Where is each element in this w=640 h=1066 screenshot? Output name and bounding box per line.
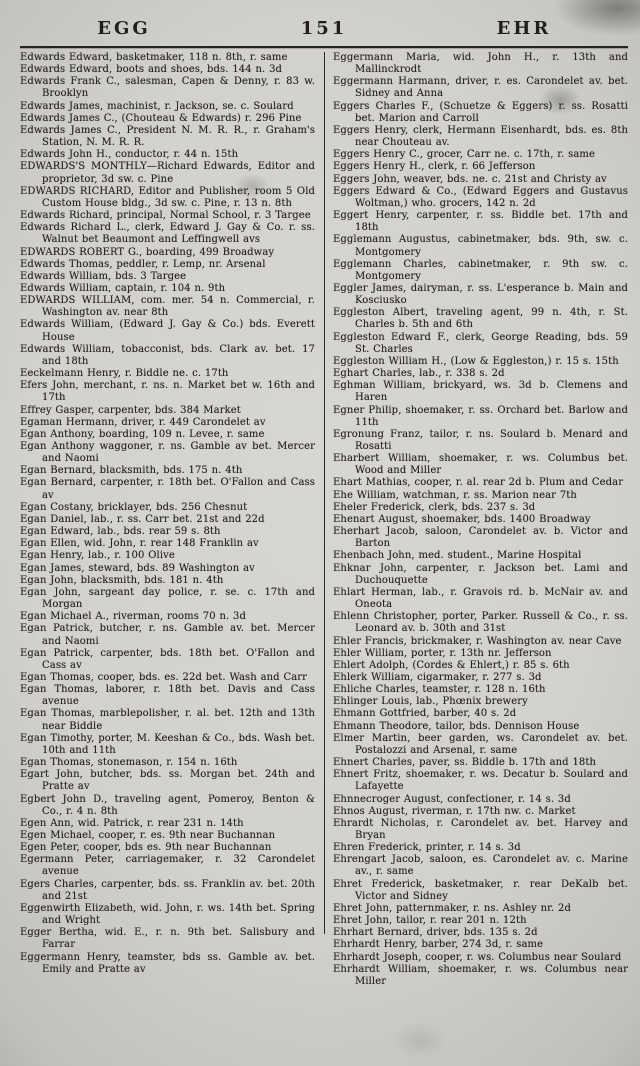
directory-entry: Ehenbach John, med. student., Marine Hospital — [333, 550, 582, 562]
left-column — [20, 52, 324, 988]
directory-entry: Ehlerk William, cigarmaker, r. 277 s. 3d — [333, 671, 542, 683]
directory-entry: Egan Anthony waggoner, r. ns. Gamble av bet. Mercer and Naomi — [20, 441, 315, 465]
directory-entry: Eherhart Jacob, saloon, Carondelet av. b. Victor and Barton — [333, 526, 628, 550]
directory-entry: Effrey Gasper, carpenter, bds. 384 Market — [20, 404, 241, 416]
directory-entry: Edwards Richard, principal, Normal School, r. 3 Targee — [20, 210, 311, 222]
directory-entry: Edwards James C., (Chouteau & Edwards) r. 296 Pine — [20, 112, 302, 124]
directory-entry: Egan Bernard, blacksmith, bds. 175 n. 4th — [20, 465, 243, 477]
directory-entry: Egan Patrick, carpenter, bds. 18th bet. O'Fallon and Cass av — [20, 647, 315, 671]
directory-entry: Eggers Henry H., clerk, r. 66 Jefferson — [333, 161, 536, 173]
header-right-guide-word: EHR — [496, 18, 552, 39]
directory-entry: Egan John, sargeant day police, r. se. c. 17th and Morgan — [20, 586, 315, 611]
directory-entry: Eghart Charles, lab., r. 338 s. 2d — [333, 368, 505, 380]
directory-entry: Eggler James, dairyman, r. ss. L'esperance b. Main and Kosciusko — [333, 282, 628, 307]
directory-entry: Ehmann Gottfried, barber, 40 s. 2d — [333, 708, 517, 720]
directory-entry: Egglemann Augustus, cabinetmaker, bds. 9th, sw. c. Montgomery — [333, 234, 628, 258]
header-left-guide-word: EGG — [97, 18, 151, 39]
directory-entry: Elmer Martin, beer garden, ws. Carondelet av. bet. Postalozzi and Arsenal, r. same — [333, 732, 628, 756]
directory-entry: Egen Ann, wid. Patrick, r. rear 231 n. 14th — [20, 817, 244, 829]
directory-entry: Eggleston William H., (Low & Eggleston,) r. 15 s. 15th — [333, 355, 619, 367]
directory-entry: Egan James, steward, bds. 89 Washington av — [20, 562, 255, 574]
directory-entry: Ehnos August, riverman, r. 17th nw. c. Market — [333, 805, 576, 817]
directory-entry: Egermann Peter, carriagemaker, r. 32 Carondelet avenue — [20, 854, 315, 878]
directory-entry: Egglemann Charles, cabinetmaker, r. 9th sw. c. Montgomery — [333, 258, 628, 282]
directory-entry: EDWARDS WILLIAM, com. mer. 54 n. Commercial, r. Washington av. near 8th — [20, 295, 315, 319]
directory-entry: Ehrhardt Henry, barber, 274 3d, r. same — [333, 939, 544, 951]
directory-entry: Ehe William, watchman, r. ss. Marion near 7th — [333, 489, 577, 501]
directory-entry: Eghman William, brickyard, ws. 3d b. Clemens and Haren — [333, 380, 628, 404]
directory-entry: Egan Timothy, porter, M. Keeshan & Co., bds. Wash bet. 10th and 11th — [20, 732, 315, 756]
directory-entry: Edwards Frank C., salesman, Capen & Denny, r. 83 w. Brooklyn — [20, 76, 315, 100]
directory-entry: Ehret John, patternmaker, r. ns. Ashley nr. 2d — [333, 902, 571, 914]
directory-entry: Egner Philip, shoemaker, r. ss. Orchard bet. Barlow and 11th — [333, 404, 628, 428]
directory-entry: Eggermann Maria, wid. John H., r. 13th and Mallinckrodt — [333, 52, 628, 76]
directory-entry: Egan Patrick, butcher, r. ns. Gamble av. bet. Mercer and Naomi — [20, 623, 315, 647]
directory-entry: Egan Daniel, lab., r. ss. Carr bet. 21st and 22d — [20, 513, 265, 525]
directory-entry: Edwards Thomas, peddler, r. Lemp, nr. Arsenal — [20, 258, 266, 270]
directory-entry: Edwards William, bds. 3 Targee — [20, 270, 187, 282]
directory-entry: Eggleston Edward F., clerk, George Reading, bds. 59 St. Charles — [333, 331, 628, 355]
directory-entry: Eeckelmann Henry, r. Biddle ne. c. 17th — [20, 368, 229, 380]
directory-entry: EDWARDS'S MONTHLY—Richard Edwards, Editor and proprietor, 3d sw. c. Pine — [20, 161, 315, 185]
directory-entry: EDWARDS ROBERT G., boarding, 499 Broadway — [20, 246, 275, 258]
page-number: 151 — [300, 18, 348, 39]
directory-entry: Edwards William, (Edward J. Gay & Co.) bds. Everett House — [20, 319, 315, 343]
directory-entry: Ehknar John, carpenter, r. Jackson bet. Lami and Duchouquette — [333, 562, 628, 586]
directory-entry: Eheler Frederick, clerk, bds. 237 s. 3d — [333, 501, 536, 513]
directory-entry: Egan Thomas, cooper, bds. es. 22d bet. Wash and Carr — [20, 671, 308, 683]
directory-entry: Eggert Henry, carpenter, r. ss. Biddle bet. 17th and 18th — [333, 210, 628, 234]
directory-entry: Egger Bertha, wid. E., r. n. 9th bet. Salisbury and Farrar — [20, 927, 315, 951]
directory-entry: Efers John, merchant, r. ns. n. Market bet w. 16th and 17th — [20, 380, 315, 404]
directory-entry: Egaman Hermann, driver, r. 449 Carondelet av — [20, 416, 266, 428]
directory-entry: Ehler William, porter, r. 13th nr. Jefferson — [333, 647, 552, 659]
directory-entry: Edwards William, tobacconist, bds. Clark av. bet. 17 and 18th — [20, 343, 315, 367]
directory-entry: Edwards William, captain, r. 104 n. 9th — [20, 282, 226, 294]
directory-entry: Ehnert Charles, paver, ss. Biddle b. 17th and 18th — [333, 757, 597, 769]
directory-entry: Edwards James C., President N. M. R. R., r. Graham's Station, N. M. R. R. — [20, 124, 315, 149]
directory-entry: Eggermann Henry, teamster, bds ss. Gamble av. bet. Emily and Pratte av — [20, 951, 315, 975]
directory-entry: Ehret Frederick, basketmaker, r. rear DeKalb bet. Victor and Sidney — [333, 878, 628, 902]
directory-entry: Edwards John H., conductor, r. 44 n. 15th — [20, 149, 239, 161]
directory-entry: Ehlart Herman, lab., r. Gravois rd. b. McNair av. and Oneota — [333, 586, 628, 611]
directory-entry: Egan Thomas, laborer, r. 18th bet. Davis and Cass avenue — [20, 684, 315, 708]
directory-entry: Ehrardt Nicholas, r. Carondelet av. bet. Harvey and Bryan — [333, 817, 628, 841]
directory-entry: Ehliche Charles, teamster, r. 128 n. 16th — [333, 684, 546, 696]
directory-entry: Eggers Henry, clerk, Hermann Eisenhardt, bds. es. 8th near Chouteau av. — [333, 124, 628, 149]
running-head — [24, 18, 624, 39]
directory-entry: Ehlert Adolph, (Cordes & Ehlert,) r. 85 s. 6th — [333, 659, 570, 671]
directory-entry: Ehenart August, shoemaker, bds. 1400 Broadway — [333, 513, 591, 525]
directory-entry: Eggers Henry C., grocer, Carr ne. c. 17th, r. same — [333, 149, 595, 161]
directory-entry: Egers Charles, carpenter, bds. ss. Franklin av. bet. 20th and 21st — [20, 878, 315, 902]
directory-entry: Edwards James, machinist, r. Jackson, se. c. Soulard — [20, 100, 294, 112]
directory-entry: Ehler Francis, brickmaker, r. Washington av. near Cave — [333, 635, 622, 647]
directory-entry: Ehrengart Jacob, saloon, es. Carondelet av. c. Marine av., r. same — [333, 854, 628, 878]
directory-entry: Ehart Mathias, cooper, r. al. rear 2d b. Plum and Cedar — [333, 477, 624, 489]
directory-entry: Egan Michael A., riverman, rooms 70 n. 3d — [20, 611, 247, 623]
directory-entry: Ehnert Fritz, shoemaker, r. ws. Decatur b. Soulard and Lafayette — [333, 769, 628, 793]
directory-entry: Eggers Edward & Co., (Edward Eggers and Gustavus Woltman,) who. grocers, 142 n. 2d — [333, 185, 628, 209]
directory-entry: Ehren Frederick, printer, r. 14 s. 3d — [333, 842, 521, 854]
directory-entry: Egronung Franz, tailor, r. ns. Soulard b. Menard and Rosatti — [333, 428, 628, 452]
directory-entry: Ehrhardt Joseph, cooper, r. ws. Columbus near Soulard — [333, 951, 622, 963]
directory-entry: Egan Thomas, marblepolisher, r. al. bet. 12th and 13th near Biddle — [20, 708, 315, 732]
directory-entry: Ehmann Theodore, tailor, bds. Dennison House — [333, 720, 580, 732]
right-column — [324, 52, 628, 988]
directory-entry: Ehrhardt William, shoemaker, r. ws. Columbus near Miller — [333, 963, 628, 987]
directory-entry: Egart John, butcher, bds. ss. Morgan bet. 24th and Pratte av — [20, 769, 315, 793]
directory-entry: Egen Michael, cooper, r. es. 9th near Buchannan — [20, 830, 276, 841]
directory-entry: Edwards Edward, basketmaker, 118 n. 8th, r. same — [20, 52, 288, 63]
directory-entry: Egan Costany, bricklayer, bds. 256 Chesnut — [20, 501, 248, 513]
directory-entry: Eggermann Harmann, driver, r. es. Carondelet av. bet. Sidney and Anna — [333, 76, 628, 100]
directory-entry: Egan John, blacksmith, bds. 181 n. 4th — [20, 574, 224, 586]
directory-entry: Edwards Richard L., clerk, Edward J. Gay & Co. r. ss. Walnut bet Beaumont and Leffingwell avs — [20, 222, 315, 246]
directory-entry: EDWARDS RICHARD, Editor and Publisher, room 5 Old Custom House bldg., 3d sw. c. Pine, r. 13 n. 8th — [20, 185, 315, 209]
directory-entry: Egan Anthony, boarding, 109 n. Levee, r. same — [20, 428, 265, 440]
directory-entry: Egan Edward, lab., bds. rear 59 s. 8th — [20, 526, 221, 538]
directory-entry: Egan Ellen, wid. John, r. rear 148 Franklin av — [20, 538, 259, 550]
directory-entry: Edwards Edward, boots and shoes, bds. 144 n. 3d — [20, 64, 283, 76]
directory-entry: Egan Thomas, stonemason, r. 154 n. 16th — [20, 757, 238, 769]
directory-entry: Eharbert William, shoemaker, r. ws. Columbus bet. Wood and Miller — [333, 453, 628, 477]
directory-entry: Egan Bernard, carpenter, r. 18th bet. O'Fallon and Cass av — [20, 477, 315, 501]
header-rule — [20, 46, 628, 48]
directory-entry: Ehlenn Christopher, porter, Parker. Russell & Co., r. ss. Leonard av. b. 30th and 31st — [333, 611, 628, 635]
directory-entry: Ehret John, tailor, r. rear 201 n. 12th — [333, 915, 527, 927]
directory-entry: Eggleston Albert, traveling agent, 99 n. 4th, r. St. Charles b. 5th and 6th — [333, 307, 628, 331]
directory-entry: Ehlinger Louis, lab., Phœnix brewery — [333, 696, 528, 708]
directory-columns — [20, 52, 628, 988]
column-divider-rule — [324, 52, 325, 934]
directory-entry: Ehnnecroger August, confectioner, r. 14 s. 3d — [333, 793, 571, 805]
directory-entry: Ehrhart Bernard, driver, bds. 135 s. 2d — [333, 927, 538, 939]
directory-entry: Egen Peter, cooper, bds es. 9th near Buchannan — [20, 842, 272, 854]
directory-entry: Eggers Charles F., (Schuetze & Eggers) r. ss. Rosatti bet. Marion and Carroll — [333, 100, 628, 124]
directory-entry: Eggers John, weaver, bds. ne. c. 21st and Christy av — [333, 173, 607, 185]
directory-entry: Egan Henry, lab., r. 100 Olive — [20, 550, 175, 562]
directory-entry: Eggenwirth Elizabeth, wid. John, r. ws. 14th bet. Spring and Wright — [20, 902, 315, 927]
directory-entry: Egbert John D., traveling agent, Pomeroy, Benton & Co., r. 4 n. 8th — [20, 793, 315, 817]
